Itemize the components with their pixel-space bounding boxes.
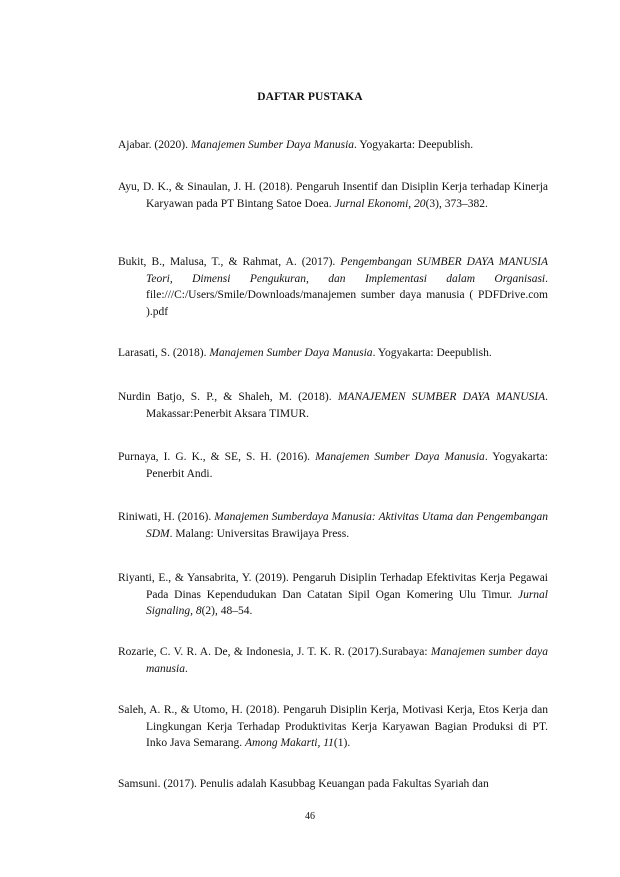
reference-entry: Ayu, D. K., & Sinaulan, J. H. (2018). Pengaruh Insentif dan Disiplin Kerja terhadap Kinerja Karyawan pada PT Bintang Satoe Doea. Jurnal Ekonomi, 20(3), 373–382.	[118, 181, 548, 210]
reference-entry: Nurdin Batjo, S. P., & Shaleh, M. (2018). MANAJEMEN SUMBER DAYA MANUSIA. Makassar:Penerbit Aksara TIMUR.	[118, 391, 549, 420]
reference-entry: Saleh, A. R., & Utomo, H. (2018). Pengaruh Disiplin Kerja, Motivasi Kerja, Etos Kerja dan Lingkungan Kerja Terhadap Produktivitas Kerja Karyawan Bagian Produksi di PT. Inko Java Semarang. Among Makarti, 11(1).	[118, 704, 548, 749]
reference-entry: Larasati, S. (2018). Manajemen Sumber Daya Manusia. Yogyakarta: Deepublish.	[118, 347, 492, 359]
reference-entry: Riyanti, E., & Yansabrita, Y. (2019). Pengaruh Disiplin Terhadap Efektivitas Kerja Pegawai Pada Dinas Kependudukan Dan Catatan Sipil Ogan Komering Ulu Timur. Jurnal Signaling, 8(2), 48–54.	[118, 572, 548, 617]
reference-entry: Ajabar. (2020). Manajemen Sumber Daya Manusia. Yogyakarta: Deepublish.	[118, 139, 474, 151]
page-number: 46	[305, 811, 315, 822]
reference-entry: Rozarie, C. V. R. A. De, & Indonesia, J. T. K. R. (2017).Surabaya: Manajemen sumber daya manusia.	[118, 646, 548, 675]
page-title: DAFTAR PUSTAKA	[257, 91, 363, 103]
reference-entry: Riniwati, H. (2016). Manajemen Sumberdaya Manusia: Aktivitas Utama dan Pengembangan SDM. Malang: Universitas Brawijaya Press.	[118, 511, 548, 540]
reference-entry: Bukit, B., Malusa, T., & Rahmat, A. (2017). Pengembangan SUMBER DAYA MANUSIA Teori, Dimensi Pengukuran, dan Implementasi dalam Organisasi. file:///C:/Users/Smile/Downloads/manajemen sumber daya manusia ( PDFDrive.com ).pdf	[118, 256, 548, 318]
reference-entry: Purnaya, I. G. K., & SE, S. H. (2016). Manajemen Sumber Daya Manusia. Yogyakarta: Penerbit Andi.	[118, 451, 548, 480]
reference-entry: Samsuni. (2017). Penulis adalah Kasubbag Keuangan pada Fakultas Syariah dan	[118, 778, 489, 790]
